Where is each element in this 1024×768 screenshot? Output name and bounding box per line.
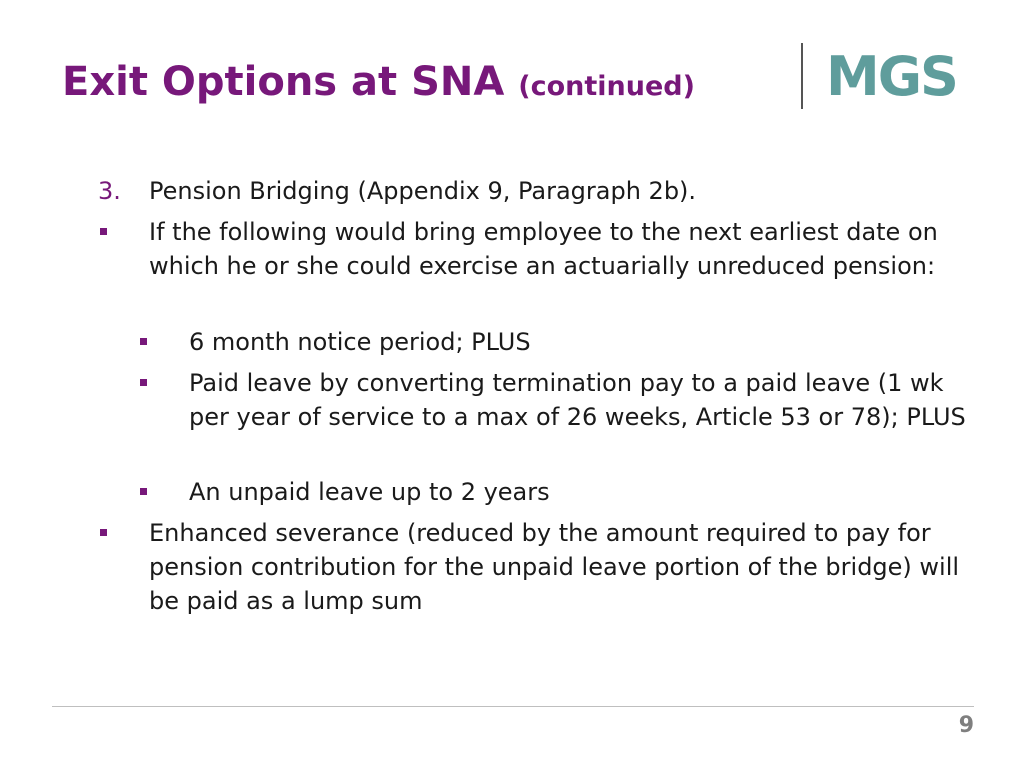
bullet-icon [100,228,107,235]
list-item-text: Paid leave by converting termination pay to a paid leave (1 wk per year of service to a max of 26 weeks, Article 53 or 78); PLUS [189,369,966,431]
bullet-icon [140,488,147,495]
list-number: 3. [98,177,121,205]
bullet-icon [140,379,147,386]
bullet-icon [100,529,107,536]
footer-divider [52,706,974,707]
title-sub: (continued) [518,71,695,102]
list-item-text: An unpaid leave up to 2 years [189,478,550,506]
logo-divider [801,43,803,109]
page-number: 9 [958,713,974,738]
slide-title [62,58,695,111]
list-item-text: Pension Bridging (Appendix 9, Paragraph 2b). [149,177,697,205]
list-item-text: Enhanced severance (reduced by the amount required to pay for pension contribution for the unpaid leave portion of the bridge) will be paid as a lump sum [149,519,960,615]
list-item-text: 6 month notice period; PLUS [189,328,531,356]
title-main: Exit Options at SNA [62,59,505,105]
mgs-logo: MGS [826,45,957,108]
list-item-text: If the following would bring employee to the next earliest date on which he or she could exercise an actuarially unreduced pension: [149,218,938,280]
bullet-icon [140,338,147,345]
